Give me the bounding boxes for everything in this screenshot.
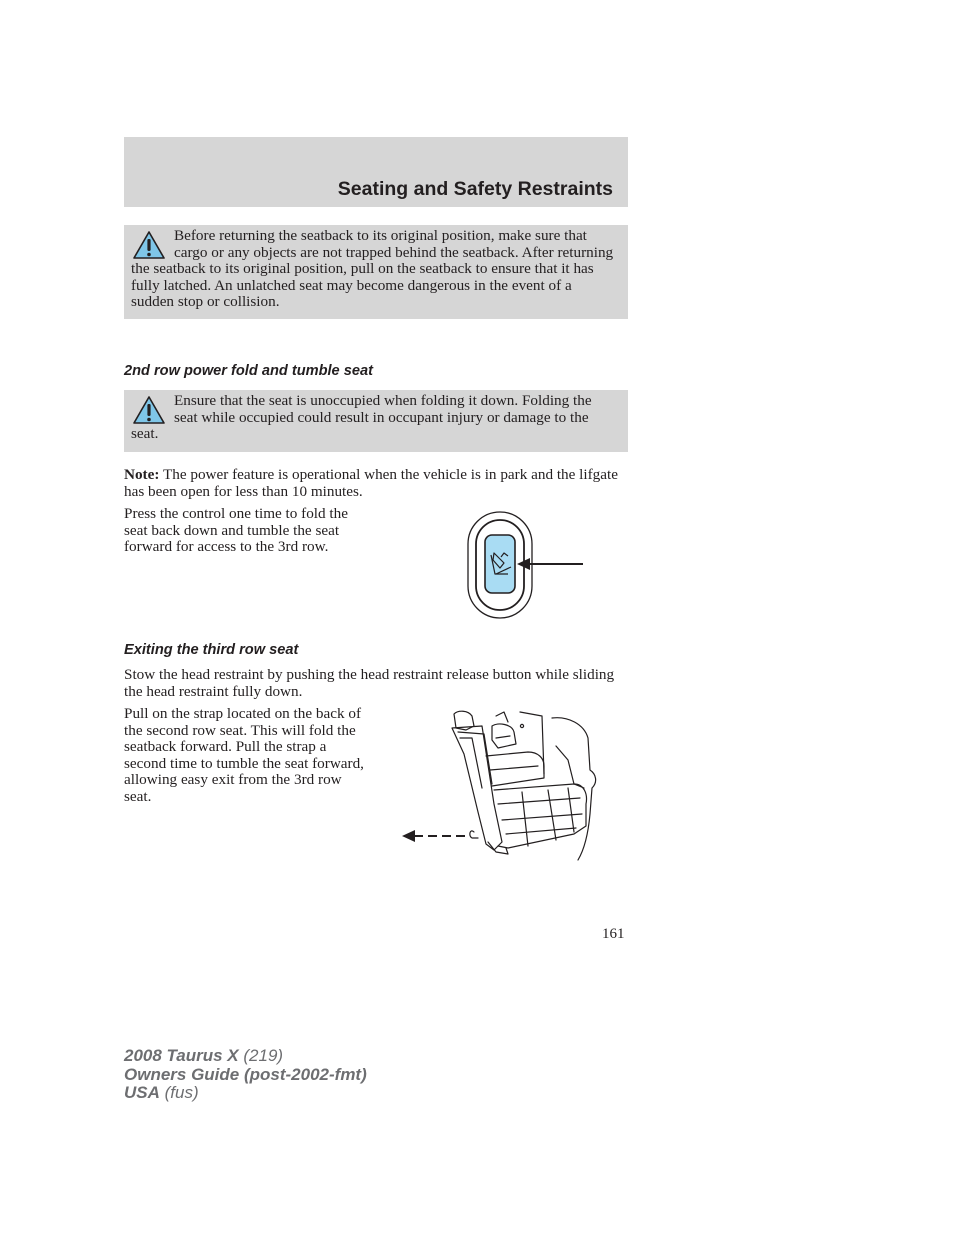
seat-strap [470, 831, 478, 838]
page-number: 161 [602, 926, 625, 942]
warning-icon [132, 230, 166, 260]
warning-box-seatback [124, 225, 628, 319]
note-text: The power feature is operational when the vehicle is in park and the lifgate has been open for less than 10 minutes. [124, 466, 618, 500]
note-label: Note: [124, 466, 160, 483]
footer-line-1 [124, 1047, 367, 1066]
footer-line-2 [124, 1066, 367, 1085]
footer-market-code: (fus) [164, 1083, 199, 1102]
page-section-title: Seating and Safety Restraints [337, 178, 613, 200]
exiting-paragraph-2: Pull on the strap located on the back of the second row seat. This will fold the seatback forward. Pull the strap a second time to tumble the seat forward, allowing easy exit from the 3rd row seat. [124, 705, 364, 805]
warning-icon [132, 395, 166, 425]
footer-doc-info [124, 1047, 367, 1103]
note-paragraph [124, 467, 624, 500]
footer-guide: Owners Guide (post-2002-fmt) [124, 1064, 367, 1084]
warning-box-occupied [124, 390, 628, 452]
section-heading-exiting: Exiting the third row seat [124, 642, 299, 658]
arrow-left-icon [402, 830, 415, 842]
power-fold-instruction: Press the control one time to fold the seat back down and tumble the seat forward for access to the 3rd row. [124, 505, 348, 556]
fold-control-illustration [460, 508, 590, 620]
footer-model: 2008 Taurus X [124, 1046, 239, 1065]
warning-text-occupied: Ensure that the seat is unoccupied when folding it down. Folding the seat while occupied could result in occupant injury or damage to the seat. [131, 392, 592, 443]
second-row-seat-illustration [398, 704, 604, 866]
footer-line-3 [124, 1084, 367, 1103]
footer-market: USA [124, 1083, 160, 1102]
footer-model-code: (219) [243, 1046, 284, 1065]
header-band [124, 137, 628, 207]
warning-text-seatback: Before returning the seatback to its original position, make sure that cargo or any objects are not trapped behind the seatback. After returning the seatback to its original position, pull on the seatback to ensure that it has fully latched. An unlatched seat may become dangerous in the event of a sudden stop or collision. [131, 227, 614, 311]
section-heading-power-fold: 2nd row power fold and tumble seat [124, 363, 373, 379]
exiting-paragraph-1: Stow the head restraint by pushing the head restraint release button while sliding the head restraint fully down. [124, 666, 615, 700]
